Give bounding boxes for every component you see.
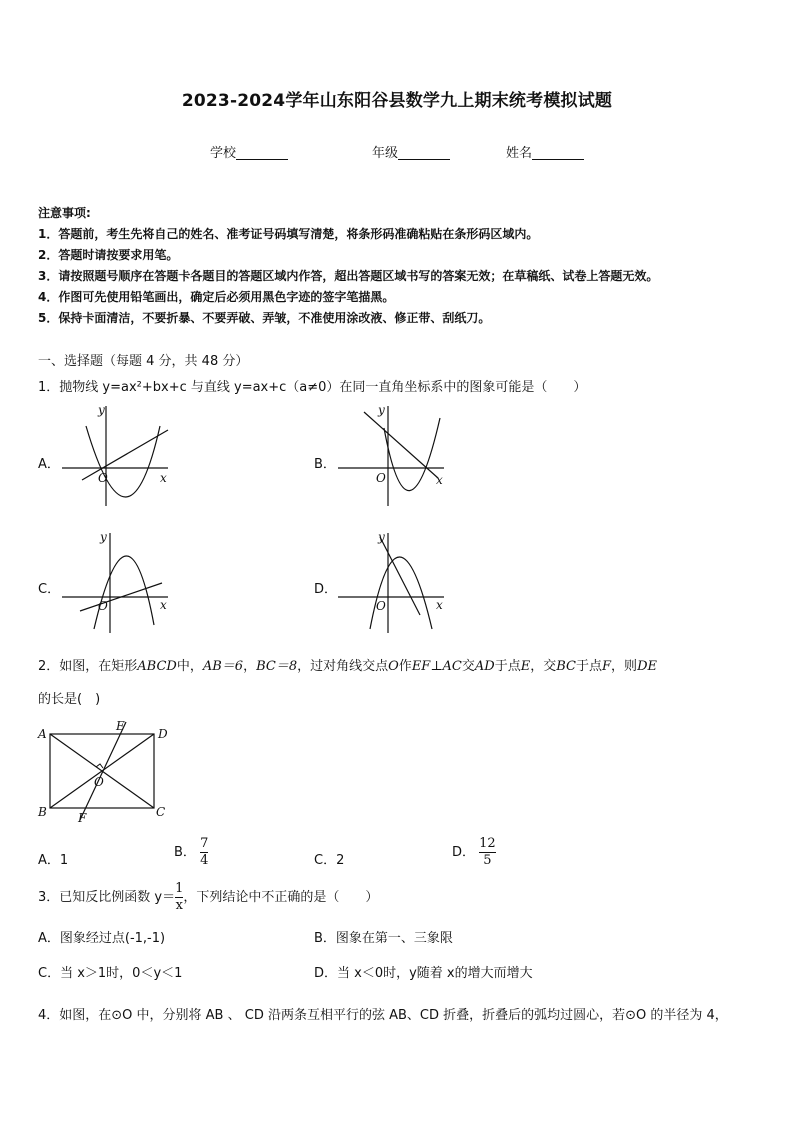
question-2-line2: 的长是( ) <box>38 692 101 707</box>
q2-label-a: A <box>38 727 47 741</box>
q1b-y-label: y <box>378 403 385 417</box>
q2-e: E <box>520 659 531 674</box>
notice-item-5: 5．保持卡面清洁，不要折暴、不要弄破、弄皱，不准使用涂改液、修正带、刮纸刀。 <box>38 311 491 325</box>
q1d-origin-label: O <box>376 599 386 613</box>
q2-ef: EF⊥AC <box>411 659 462 674</box>
q2-option-a[interactable] <box>38 849 68 868</box>
q2-text-2: 中， <box>176 659 203 674</box>
q2-text-7: ，交 <box>530 659 557 674</box>
q1c-x-label: x <box>160 598 167 612</box>
name-blank <box>532 145 584 160</box>
q2-option-a-label: A． <box>38 853 60 868</box>
q1c-y-label: y <box>100 530 107 544</box>
q1a-origin-label: O <box>98 471 108 485</box>
question-4-stem: 4．如图，在⊙O 中，分别将 AB 、 CD 沿两条互相平行的弦 AB、CD 折叠，折叠后的弧均过圆心，若⊙O 的半径为 4， <box>38 1008 728 1023</box>
q1d-y-label: y <box>378 530 385 544</box>
q1-graph-c <box>58 525 178 637</box>
school-blank <box>236 145 288 160</box>
q2-option-a-value: 1 <box>59 853 69 868</box>
q2-option-d[interactable] <box>452 836 496 869</box>
q1-graph-a <box>58 398 178 510</box>
q2-text-9: ，则 <box>611 659 638 674</box>
q2-d-denominator: 5 <box>483 853 492 868</box>
q2-text-4: 作 <box>398 659 412 674</box>
notice-item-1: 1．答题前，考生先将自己的姓名、准考证号码填写清楚，将条形码准确粘贴在条形码区域内。 <box>38 227 539 241</box>
q2-option-c-label: C． <box>314 853 337 868</box>
q2-option-d-label: D． <box>452 845 476 860</box>
q1-option-c-label[interactable]: C． <box>38 582 61 597</box>
school-field <box>210 142 288 161</box>
q2-bc2: BC <box>556 659 576 674</box>
q2-text-5: 交 <box>461 659 475 674</box>
name-label: 姓名 <box>506 146 533 161</box>
grade-label: 年级 <box>372 146 399 161</box>
q2-option-b[interactable] <box>174 836 208 869</box>
school-label: 学校 <box>210 146 237 161</box>
q2-ad: AD <box>474 659 495 674</box>
question-1-stem: 1．抛物线 y=ax²+bx+c 与直线 y=ax+c（a≠0）在同一直角坐标系中的图象可能是（ ） <box>38 380 587 395</box>
q2-option-b-fraction <box>200 836 208 869</box>
q3-option-c[interactable]: C．当 x＞1时，0＜y＜1 <box>38 966 183 981</box>
q1-option-d-label[interactable]: D． <box>314 582 338 597</box>
notice-item-4: 4．作图可先使用铅笔画出，确定后必须用黑色字迹的签字笔描黑。 <box>38 290 395 304</box>
notice-item-3: 3．请按照题号顺序在答题卡各题目的答题区域内作答，超出答题区域书写的答案无效；在草稿纸、试卷上答题无效。 <box>38 269 659 283</box>
q2-option-c[interactable] <box>314 849 344 868</box>
q2-sep: ， <box>243 659 257 674</box>
q2-option-c-value: 2 <box>336 853 345 868</box>
grade-field <box>372 142 450 161</box>
q2-label-b: B <box>38 805 47 819</box>
q2-d-numerator: 12 <box>479 836 496 851</box>
q2-ab: AB＝6 <box>202 659 244 674</box>
q2-text-3: ，过对角线交点 <box>297 659 389 674</box>
q2-b-numerator: 7 <box>200 836 209 851</box>
q2-option-b-label: B． <box>174 845 196 860</box>
section-heading: 一、选择题（每题 4 分，共 48 分） <box>38 354 249 369</box>
q2-option-d-fraction <box>479 836 496 869</box>
q2-figure <box>34 718 184 828</box>
q1-graph-d <box>334 525 454 637</box>
q1b-origin-label: O <box>376 471 386 485</box>
notice-item-2: 2．答题时请按要求用笔。 <box>38 248 179 262</box>
q2-label-c: C <box>156 805 166 819</box>
q1b-x-label: x <box>436 473 443 487</box>
page-title: 2023-2024学年山东阳谷县数学九上期末统考模拟试题 <box>181 91 613 111</box>
notice-heading: 注意事项: <box>38 206 91 220</box>
question-3-stem <box>38 881 378 914</box>
q3-denominator: x <box>175 898 183 913</box>
grade-blank <box>398 145 450 160</box>
q3-text-2: ，下列结论中不正确的是（ ） <box>183 890 379 905</box>
q2-label-o: O <box>94 775 104 789</box>
q3-numerator: 1 <box>175 881 184 896</box>
q1a-x-label: x <box>160 471 167 485</box>
q1-option-b-label[interactable]: B． <box>314 457 336 472</box>
q3-text-1: 3．已知反比例函数 y＝ <box>38 890 176 905</box>
q2-f: F <box>602 659 612 674</box>
q1d-x-label: x <box>436 598 443 612</box>
q2-bc: BC＝8 <box>256 659 298 674</box>
q1-option-a-label[interactable]: A． <box>38 457 60 472</box>
q2-label-f: F <box>78 811 87 825</box>
q2-label-e: E <box>116 719 125 733</box>
q3-option-a[interactable]: A．图象经过点(-1,-1) <box>38 931 166 946</box>
name-field <box>506 142 584 161</box>
q1-graph-b <box>334 398 454 510</box>
question-2-stem <box>38 655 657 674</box>
q2-o: O <box>388 659 399 674</box>
q2-text-1: 2．如图，在矩形 <box>38 659 138 674</box>
q2-text-8: 于点 <box>576 659 603 674</box>
q3-option-d[interactable]: D．当 x＜0时，y随着 x的增大而增大 <box>314 966 533 981</box>
q2-abcd: ABCD <box>137 659 177 674</box>
q2-label-d: D <box>158 727 168 741</box>
q3-option-b[interactable]: B．图象在第一、三象限 <box>314 931 453 946</box>
q1a-y-label: y <box>98 403 105 417</box>
q2-text-6: 于点 <box>494 659 521 674</box>
q1c-origin-label: O <box>98 599 108 613</box>
q2-de: DE <box>637 659 657 674</box>
q2-b-denominator: 4 <box>200 853 209 868</box>
